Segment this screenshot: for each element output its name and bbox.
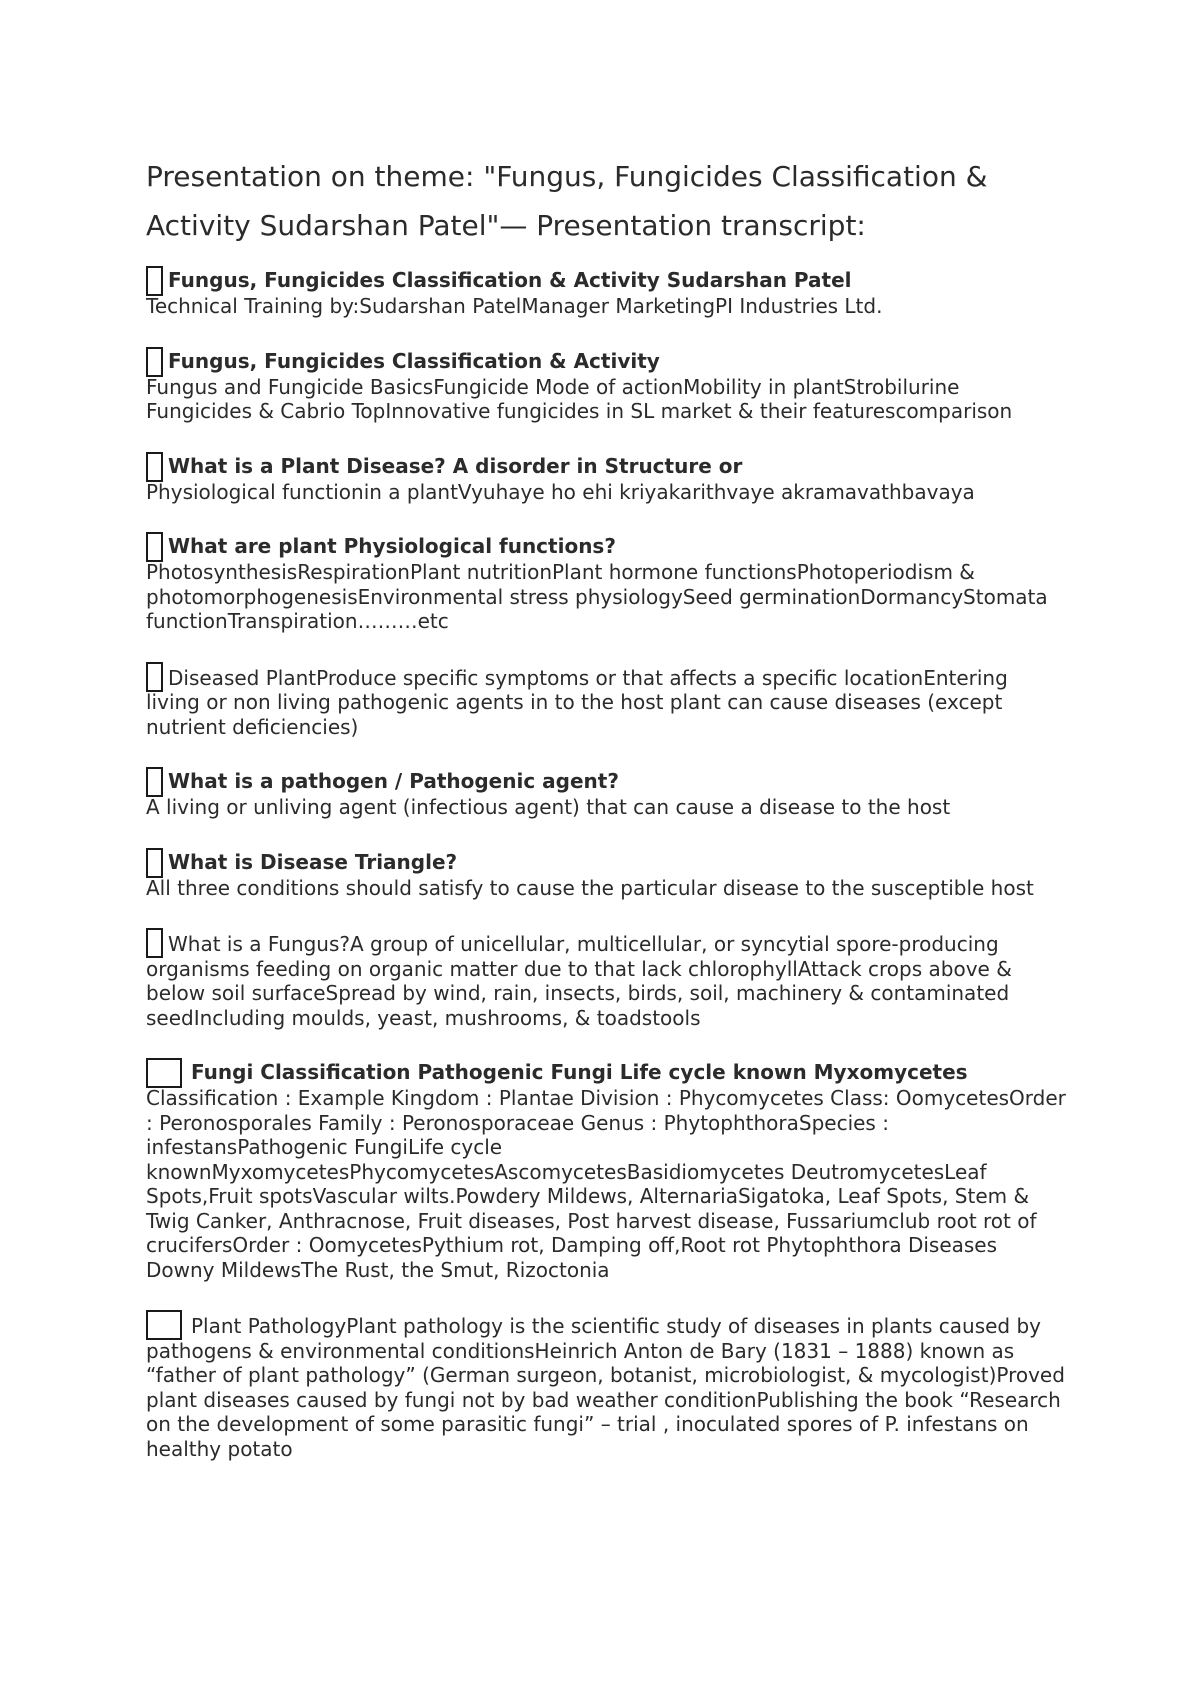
slide-thumbnail-icon[interactable] [146, 347, 163, 377]
slide-thumbnail-icon[interactable] [146, 1310, 182, 1340]
slide-thumbnail-icon[interactable] [146, 532, 163, 562]
slide-body: Fungus and Fungicide BasicsFungicide Mode of actionMobility in plantStrobilurine Fungicides & Cabrio TopInnovative fungicides in SL market & their featurescomparison [146, 374, 1013, 423]
slide-body: A living or unliving agent (infectious agent) that can cause a disease to the host [146, 795, 951, 819]
slide-body: All three conditions should satisfy to cause the particular disease to the susceptible host [146, 875, 1034, 900]
slide-body: PhotosynthesisRespirationPlant nutritionPlant hormone functionsPhotoperiodism & photomorphogenesisEnvironmental stress physiologySeed germinationDormancyStomata functionTranspiration………etc [146, 560, 1048, 633]
slide-thumbnail-icon[interactable] [146, 662, 163, 692]
slide-thumbnail-icon[interactable] [146, 452, 163, 482]
slide-body: Technical Training by:Sudarshan PatelManager MarketingPI Industries Ltd. [146, 294, 883, 318]
slide-thumbnail-icon[interactable] [146, 848, 163, 878]
slide-heading: What is a pathogen / Pathogenic agent? [168, 769, 619, 793]
slide-10 [146, 1308, 1066, 1461]
slide-3 [146, 450, 1066, 505]
transcript-page [146, 152, 1066, 1487]
slide-body: Physiological functionin a plantVyuhaye ho ehi kriyakarithvaye akramavathbavaya [146, 479, 975, 504]
slide-text: What is a Fungus?A group of unicellular, multicellular, or syncytial spore-producing organisms feeding on organic matter due to that lack chlorophyllAttack crops above & below soil surfaceSpread by wind, rain, insects, birds, soil, machinery & contaminated seedIncluding moulds, yeast, mushrooms, & toadstools [146, 932, 1012, 1030]
slide-thumbnail-icon[interactable] [146, 767, 163, 797]
slide-text: Plant PathologyPlant pathology is the scientific study of diseases in plants caused by pathogens & environmental conditionsHeinrich Anton de Bary (1831 – 1888) known as “father of plant pathology” (German surgeon, botanist, microbiologist, & mycologist)Proved plant diseases caused by fungi not by bad weather conditionPublishing the book “Research on the development of some parasitic fungi” – trial , inoculated spores of P. infestans on healthy potato [146, 1314, 1065, 1461]
slide-7 [146, 846, 1066, 901]
slide-heading: What is Disease Triangle? [168, 849, 458, 874]
slide-1 [146, 264, 1066, 319]
slide-thumbnail-icon[interactable] [146, 928, 163, 958]
slide-thumbnail-icon[interactable] [146, 266, 163, 296]
slide-heading: Fungus, Fungicides Classification & Activity Sudarshan Patel [168, 268, 852, 292]
slide-8 [146, 926, 1066, 1030]
slide-heading: Fungus, Fungicides Classification & Activity [168, 348, 660, 373]
page-title: Presentation on theme: "Fungus, Fungicides Classification & Activity Sudarshan Patel"— Presentation transcript: [146, 160, 988, 242]
slide-thumbnail-icon[interactable] [146, 1058, 182, 1088]
slide-heading: What is a Plant Disease? A disorder in Structure or [168, 453, 743, 478]
slide-5 [146, 660, 1066, 740]
slide-6 [146, 765, 1066, 820]
slide-4 [146, 530, 1066, 634]
slide-2 [146, 345, 1066, 424]
slide-9 [146, 1056, 1066, 1282]
slide-heading: What are plant Physiological functions? [168, 534, 616, 558]
slide-heading: Fungi Classification Pathogenic Fungi Life cycle known Myxomycetes [191, 1060, 968, 1084]
slide-body: Classification : Example Kingdom : Plantae Division : Phycomycetes Class: OomycetesOrder : Peronosporales Family : Peronosporaceae Genus : PhytophthoraSpecies : infestansPathogenic FungiLife cycle knownMyxomycetesPhycomycetesAscomycetesBasidiomycetes DeutromycetesLeaf Spots,Fruit spotsVascular wilts.Powdery Mildews, AlternariaSigatoka, Leaf Spots, Stem & Twig Canker, Anthracnose, Fruit diseases, Post harvest disease, Fussariumclub root rot of crucifersOrder : OomycetesPythium rot, Damping off,Root rot Phytophthora Diseases Downy MildewsThe Rust, the Smut, Rizoctonia [146, 1086, 1066, 1282]
slide-text: Diseased PlantProduce specific symptoms or that affects a specific locationEntering living or non living pathogenic agents in to the host plant can cause diseases (except nutrient deficiencies) [146, 665, 1008, 739]
